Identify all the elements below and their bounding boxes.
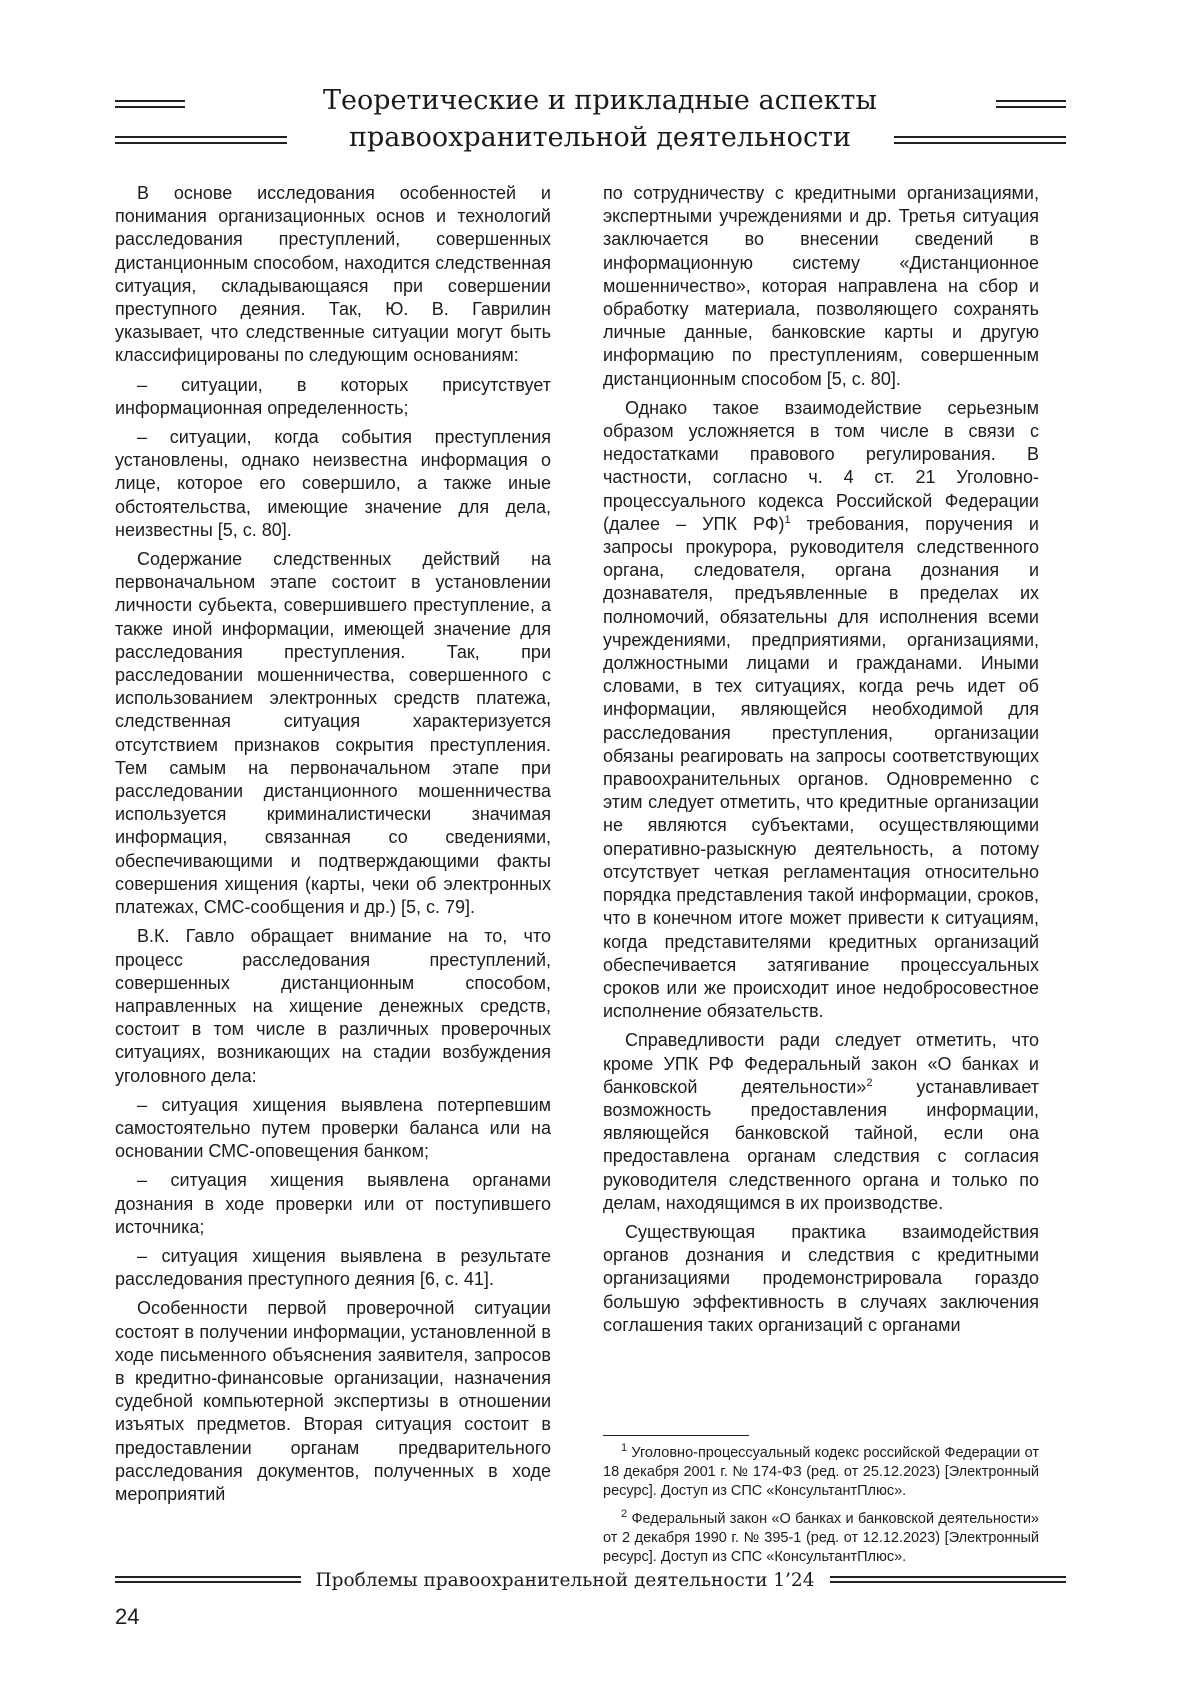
footnote-text: Федеральный закон «О банках и банковской деятельности» от 2 декабря 1990 г. № 395-1 (ред. от 12.12.2023) [Электронный ресурс]. Доступ из СПС «КонсультантПлюс». (603, 1511, 1039, 1565)
paragraph (603, 1029, 1039, 1215)
paragraph: Существующая практика взаимодействия органов дознания и следствия с кредитными организациями продемонстрировала гораздо большую эффективность в случаях заключения соглашения таких организаций с органами (603, 1221, 1039, 1335)
page-number: 24 (115, 1604, 140, 1629)
paragraph-text: устанавливает возможность предоставления информации, являющейся банковской тайной, если она предоставлена органам следствия с согласия руководителя следственного органа и только по делам, находящимся в их производстве. (603, 1076, 1039, 1213)
footnote-1 (603, 1444, 1039, 1501)
footnote-2 (603, 1510, 1039, 1567)
footer-rule-right (830, 1576, 1066, 1583)
footnote-separator (603, 1435, 749, 1436)
footer-rule-left (115, 1576, 301, 1583)
paragraph: В.К. Гавло обращает внимание на то, что процесс расследования преступлений, совершенных дистанционным способом, направленных на хищение денежных средств, состоит в том числе в различных проверочных ситуациях, возникающих на стадии возбуждения уголовного дела: (115, 926, 551, 1086)
paragraph-text: Справедливости ради следует отметить, что кроме УПК РФ Федеральный закон «О банках и банковской деятельности» (603, 1030, 1039, 1097)
footnote-number: 2 (621, 1508, 628, 1521)
footnotes (603, 1444, 1039, 1576)
paragraph: – ситуация хищения выявлена потерпевшим самостоятельно путем проверки баланса или на основании СМС-оповещения банком; (115, 1094, 551, 1162)
paragraph: – ситуация хищения выявлена органами дознания в ходе проверки или от поступившего источника; (115, 1170, 551, 1237)
paragraph: В основе исследования особенностей и понимания организационных основ и технологий расследования преступлений, совершенных дистанционным способом, находится следственная ситуация, складывающаяся при совершении преступного деяния. Так, Ю. В. Гаврилин указывает, что следственные ситуации могут быть классифицированы по следующим основаниям: (115, 183, 551, 366)
page-title (290, 82, 910, 156)
left-column (115, 182, 551, 1512)
paragraph: Особенности первой проверочной ситуации состоят в получении информации, установленной в ходе письменного объяснения заявителя, запросов в кредитно-финансовые организации, назначения судебной компьютерной экспертизы в отношении изъятых предметов. Вторая ситуация состоит в предоставлении органам предварительного расследования документов, полученных в ходе мероприятий (115, 1298, 551, 1504)
footnote-number: 1 (621, 1442, 628, 1455)
journal-name: Проблемы правоохранительной деятельности 1’24 (315, 1570, 815, 1591)
header-rule-right-top (996, 100, 1066, 108)
title-line-1: Теоретические и прикладные аспекты (323, 85, 877, 116)
paragraph-text: требования, поручения и запросы прокурора, руководителя следственного органа, следователя, органа дознания и дознавателя, предъявленные в пределах их полномочий, обязательны для исполнения всеми учреждениями, предприятиями, организациями, должностными лицами и гражданами. Иными словами, в тех ситуациях, когда речь идет об информации, являющейся необходимой для расследования преступления, организации обязаны реагировать на запросы соответствующих правоохранительных органов. Одновременно с этим следует отметить, что кредитные организации не являются субъектами, осуществляющими оперативно-разыскную деятельность, а потому отсутствует четкая регламентация относительно порядка представления такой информации, сроков, что в конечном итоге может привести к ситуациям, когда представителями кредитных организаций обеспечивается затягивание процессуальных сроков или же происходит иное недобросовестное исполнение обязательств. (603, 513, 1039, 1022)
paragraph: – ситуации, в которых присутствует информационная определенность; (115, 374, 551, 418)
footnote-ref-2[interactable]: 2 (866, 1076, 873, 1089)
footnote-ref-1[interactable]: 1 (784, 513, 791, 526)
paragraph: – ситуации, когда события преступления установлены, однако неизвестна информация о лице, которое его совершило, а также иные обстоятельства, имеющие значение для дела, неизвестны [5, с. 80]. (115, 427, 551, 540)
paragraph: – ситуация хищения выявлена в результате расследования преступного деяния [6, с. 41]. (115, 1245, 551, 1290)
header-rule-left-top (115, 100, 185, 108)
header-rule-right-bottom (894, 136, 1066, 144)
paragraph: по сотрудничеству с кредитными организациями, экспертными учреждениями и др. Третья ситуация заключается во внесении сведений в информационную систему «Дистанционное мошенничество», которая направлена на сбор и обработку материала, позволяющего сохранять личные данные, банковские карты и другую информацию по преступлениям, совершенным дистанционным способом [5, с. 80]. (603, 183, 1039, 389)
footnote-text: Уголовно-процессуальный кодекс российской Федерации от 18 декабря 2001 г. № 174-ФЗ (ред. от 25.12.2023) [Электронный ресурс]. Доступ из СПС «КонсультантПлюс». (603, 1445, 1039, 1499)
paragraph (603, 397, 1039, 1023)
title-line-2: правоохранительной деятельности (349, 122, 851, 153)
right-column (603, 182, 1039, 1343)
paragraph: Содержание следственных действий на первоначальном этапе состоит в установлении личности субьекта, совершившего преступление, а также иной информации, имеющей значение для расследования преступления. Так, при расследовании мошенничества, совершенного с использованием электронных средств платежа, следственная ситуация характеризуется отсутствием признаков сокрытия преступления. Тем самым на первоначальном этапе при расследовании дистанционного мошенничества используется криминалистически значимая информация, связанная со сведениями, обеспечивающими и подтверждающими факты совершения хищения (карты, чеки об электронных платежах, СМС-сообщения и др.) [5, с. 79]. (115, 549, 551, 918)
paragraph-text: Однако такое взаимодействие серьезным образом усложняется в том числе в связи с недостатками правового регулирования. В частности, согласно ч. 4 ст. 21 Уголовно-процессуального кодекса Российской Федерации (далее – УПК РФ) (603, 397, 1039, 534)
header-rule-left-bottom (115, 136, 287, 144)
